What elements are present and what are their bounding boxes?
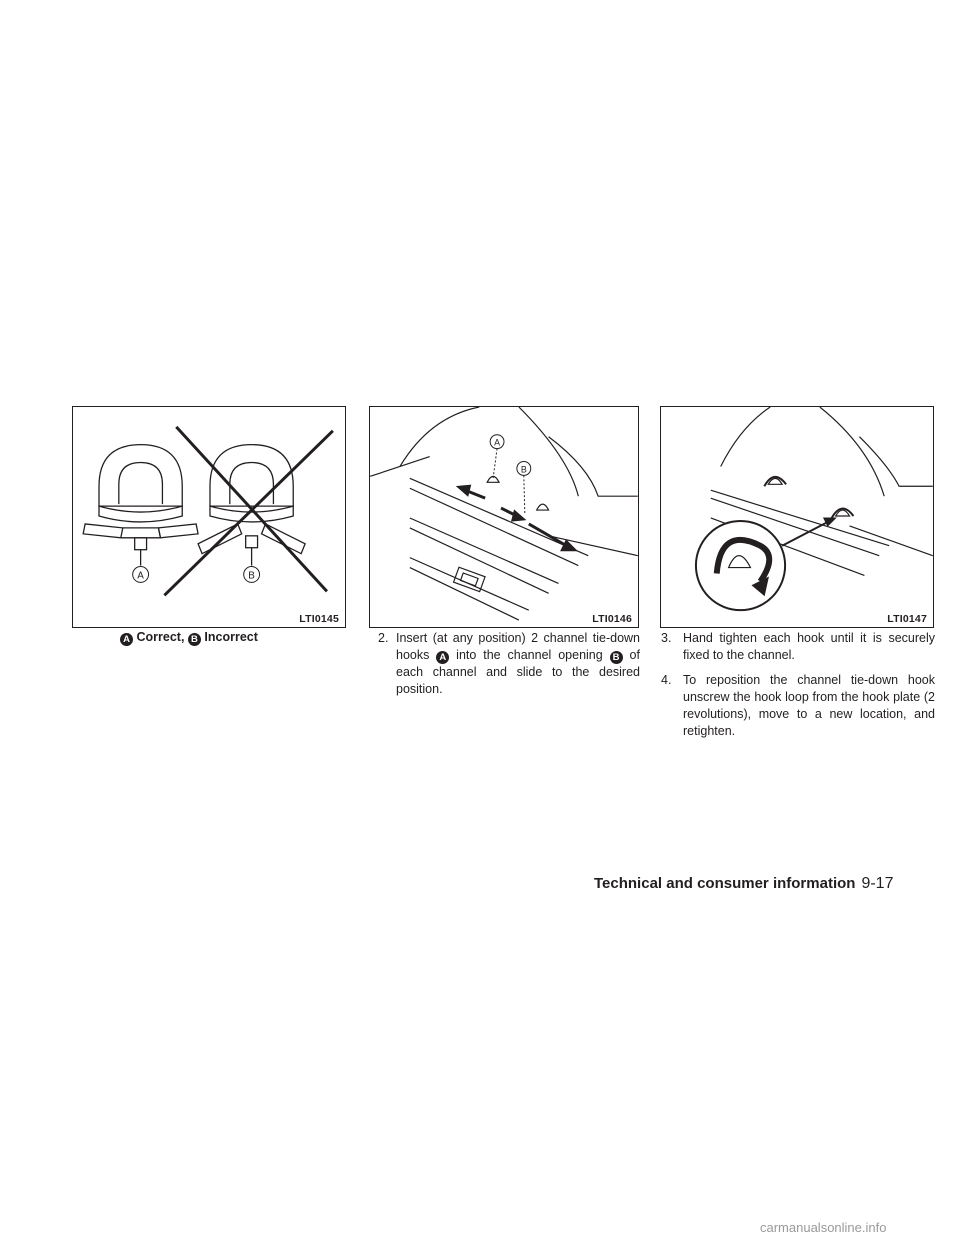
circled-b: B bbox=[610, 651, 623, 664]
step-3 bbox=[661, 630, 935, 664]
label-a: A bbox=[494, 437, 501, 448]
step-number: 2. bbox=[378, 631, 389, 645]
step-text-part: of each channel and slide to the desired position. bbox=[396, 648, 640, 696]
label-b: B bbox=[520, 464, 527, 475]
watermark: carmanualsonline.info bbox=[760, 1220, 887, 1235]
step-text-part: into the channel opening bbox=[456, 648, 603, 662]
section-title: Technical and consumer information bbox=[594, 875, 856, 892]
circled-a: A bbox=[120, 633, 133, 646]
tighten-illustration bbox=[661, 407, 933, 627]
figure-code: LTI0145 bbox=[299, 613, 339, 625]
circled-b: B bbox=[188, 633, 201, 646]
step-number: 3. bbox=[661, 631, 672, 645]
page-number: 9-17 bbox=[861, 875, 894, 892]
page-footer bbox=[594, 875, 893, 893]
step-text bbox=[396, 630, 640, 698]
figure-code: LTI0147 bbox=[887, 613, 927, 625]
label-b: B bbox=[248, 570, 255, 582]
step-text: Hand tighten each hook until it is securely fixed to the channel. bbox=[683, 631, 935, 662]
step-2 bbox=[370, 630, 640, 698]
figure-caption bbox=[120, 630, 258, 646]
hook-illustration bbox=[73, 407, 345, 627]
figure-code: LTI0146 bbox=[592, 613, 632, 625]
step-4 bbox=[661, 672, 935, 740]
figure-tighten-hook bbox=[660, 406, 934, 628]
step-number: 4. bbox=[661, 673, 672, 687]
step-text: To reposition the channel tie-down hook unscrew the hook loop from the hook plate (2 revolutions), move to a new location, and retighten. bbox=[683, 673, 935, 738]
caption-incorrect: Incorrect bbox=[204, 630, 258, 644]
figure-correct-incorrect bbox=[72, 406, 346, 628]
figure-channel-hooks bbox=[369, 406, 639, 628]
channel-illustration bbox=[370, 407, 638, 627]
circled-a: A bbox=[436, 651, 449, 664]
step-text-part: Insert (at any position) 2 channel tie-down hooks bbox=[396, 631, 640, 662]
caption-correct: Correct, bbox=[136, 630, 185, 644]
label-a: A bbox=[137, 570, 144, 582]
